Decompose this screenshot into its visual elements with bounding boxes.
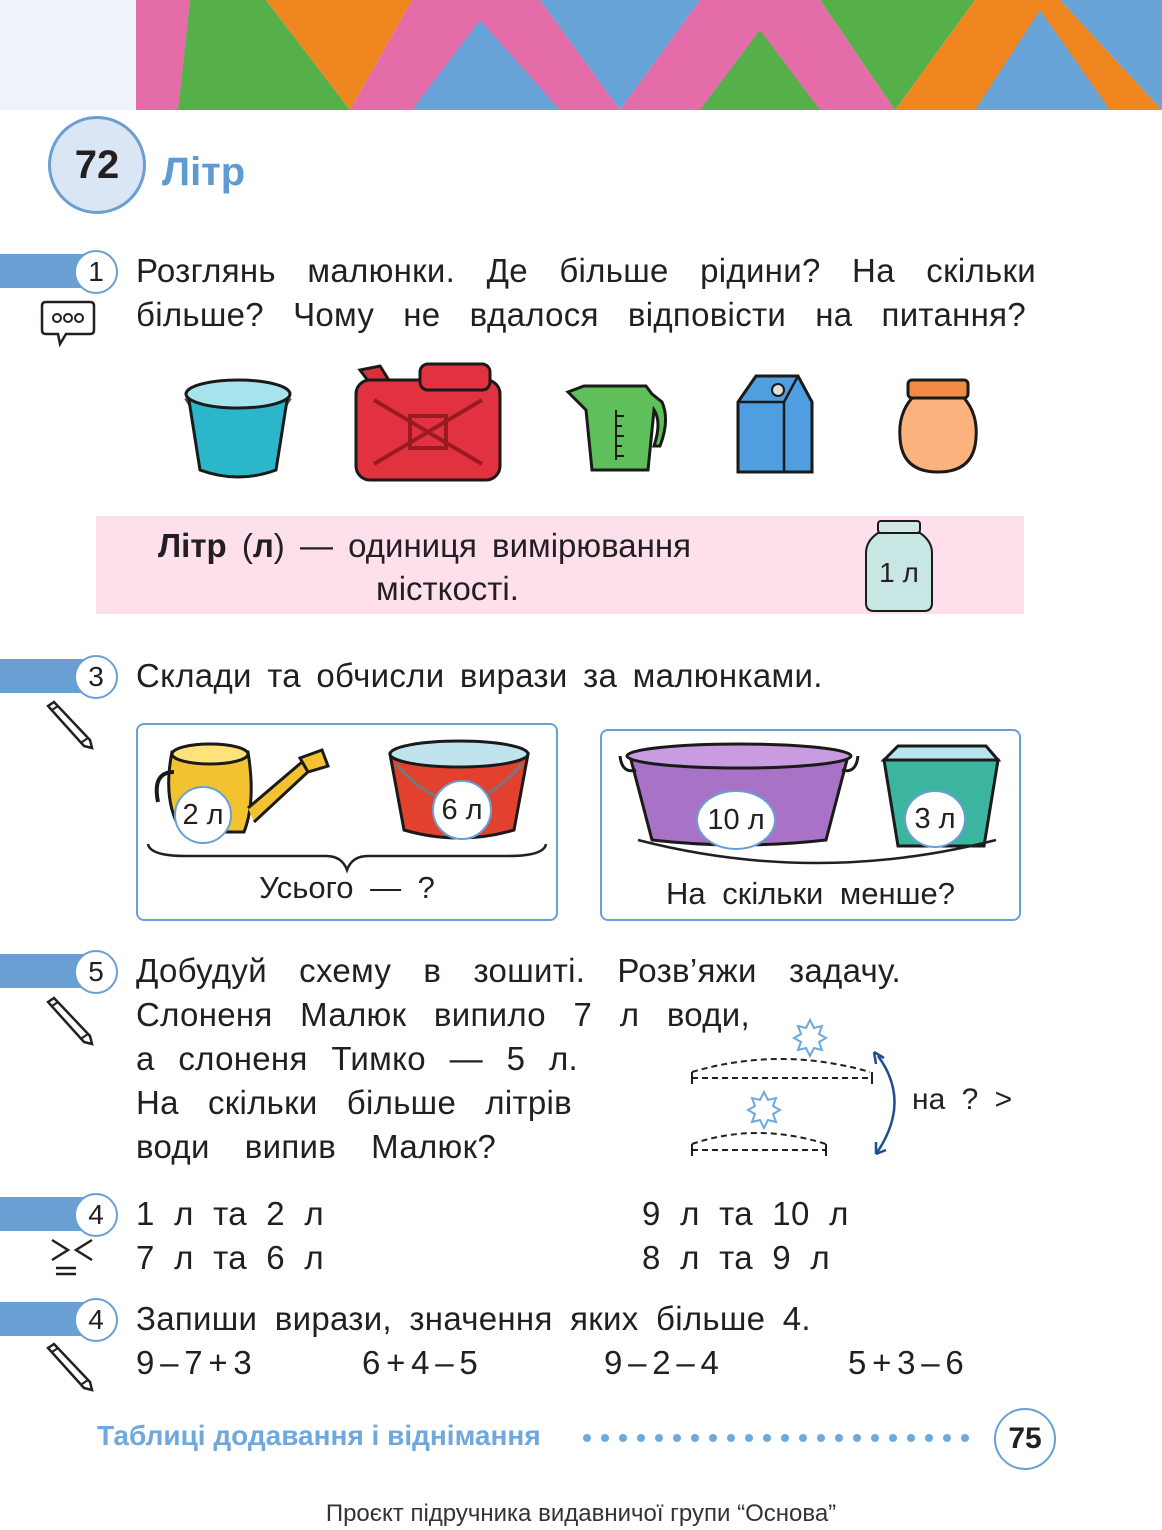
volume-badge: 3 л [904, 790, 966, 848]
speech-bubble-icon [40, 296, 96, 348]
bucket-image [178, 370, 298, 482]
task5-line: Добудуй схему в зошиті. Розв’яжи задачу. [136, 952, 901, 989]
leader-dot [745, 1434, 753, 1442]
leader-dot [853, 1434, 861, 1442]
expression: 9 – 7 + 3 [136, 1344, 253, 1381]
lesson-title: Літр [162, 150, 246, 194]
definition-term: Літр [158, 527, 227, 564]
leader-dot [943, 1434, 951, 1442]
leader-dot [961, 1434, 969, 1442]
leader-dot [925, 1434, 933, 1442]
jerrycan-image [350, 360, 506, 484]
definition-abbr-open: ( [241, 527, 253, 564]
scheme-label: на ? > [912, 1083, 1013, 1116]
task5-line: Слоненя Малюк випило 7 л води, [136, 996, 750, 1033]
volume-badge: 10 л [696, 790, 776, 850]
page-number: 75 [994, 1408, 1056, 1470]
task-number: 3 [74, 655, 118, 699]
definition-line1 [158, 524, 691, 567]
expression: 9 – 2 – 4 [604, 1344, 720, 1381]
task-number: 5 [74, 950, 118, 994]
definition-abbr-close: ) [273, 527, 285, 564]
leader-dot [763, 1434, 771, 1442]
milk-carton-image [734, 372, 816, 476]
task5-line: а слоненя Тимко — 5 л. [136, 1040, 578, 1077]
lesson-number: 72 [48, 116, 146, 214]
leader-dot [637, 1434, 645, 1442]
leader-dot [871, 1434, 879, 1442]
compare-item: 1 л та 2 л [136, 1195, 324, 1232]
task3-left-caption: Усього — ? [259, 870, 435, 905]
task4b-text: Запиши вирази, значення яких більше 4. [136, 1300, 811, 1337]
problem-scheme [680, 1016, 920, 1162]
publisher-note: Проєкт підручника видавничої групи “Основа” [325, 1500, 837, 1527]
compare-item: 9 л та 10 л [642, 1195, 849, 1232]
task5-line: На скільки більше літрів [136, 1084, 572, 1121]
decorative-banner [0, 0, 1162, 110]
leader-dot [817, 1434, 825, 1442]
pencil-icon [44, 996, 94, 1046]
definition-rest: — одиниця вимірювання [299, 527, 691, 564]
section-title: Таблиці додавання і віднімання [97, 1420, 541, 1451]
leader-dot [835, 1434, 843, 1442]
compare-signs-icon [48, 1236, 96, 1276]
jar-image [896, 378, 980, 476]
task-number: 4 [74, 1298, 118, 1342]
sum-brace [146, 840, 548, 874]
expression: 5 + 3 – 6 [848, 1344, 965, 1381]
dotted-leader [582, 1430, 982, 1446]
compare-arc [636, 836, 998, 870]
leader-dot [907, 1434, 915, 1442]
task1-line2: більше? Чому не вдалося відповісти на питання? [136, 296, 1026, 333]
expression: 6 + 4 – 5 [362, 1344, 479, 1381]
task5-line: води випив Малюк? [136, 1128, 496, 1165]
measuring-cup-image [564, 380, 672, 472]
task-number: 1 [74, 250, 118, 294]
pencil-icon [44, 700, 94, 750]
definition-line2: місткості. [376, 570, 519, 607]
task3-text: Склади та обчисли вирази за малюнками. [136, 657, 823, 694]
definition-abbr: л [252, 527, 274, 564]
leader-dot [799, 1434, 807, 1442]
task1-line1: Розглянь малюнки. Де більше рідини? На скільки [136, 252, 1036, 289]
leader-dot [655, 1434, 663, 1442]
compare-item: 7 л та 6 л [136, 1239, 324, 1276]
volume-badge: 6 л [432, 780, 492, 840]
leader-dot [727, 1434, 735, 1442]
volume-badge: 2 л [174, 786, 232, 844]
leader-dot [583, 1434, 591, 1442]
leader-dot [601, 1434, 609, 1442]
leader-dot [673, 1434, 681, 1442]
leader-dot [691, 1434, 699, 1442]
liter-jar-label: 1 л [879, 557, 919, 588]
leader-dot [619, 1434, 627, 1442]
leader-dot [889, 1434, 897, 1442]
pencil-icon [44, 1342, 94, 1392]
task-number: 4 [74, 1193, 118, 1237]
compare-item: 8 л та 9 л [642, 1239, 830, 1276]
task3-right-caption: На скільки менше? [666, 876, 955, 911]
leader-dot [781, 1434, 789, 1442]
leader-dot [709, 1434, 717, 1442]
